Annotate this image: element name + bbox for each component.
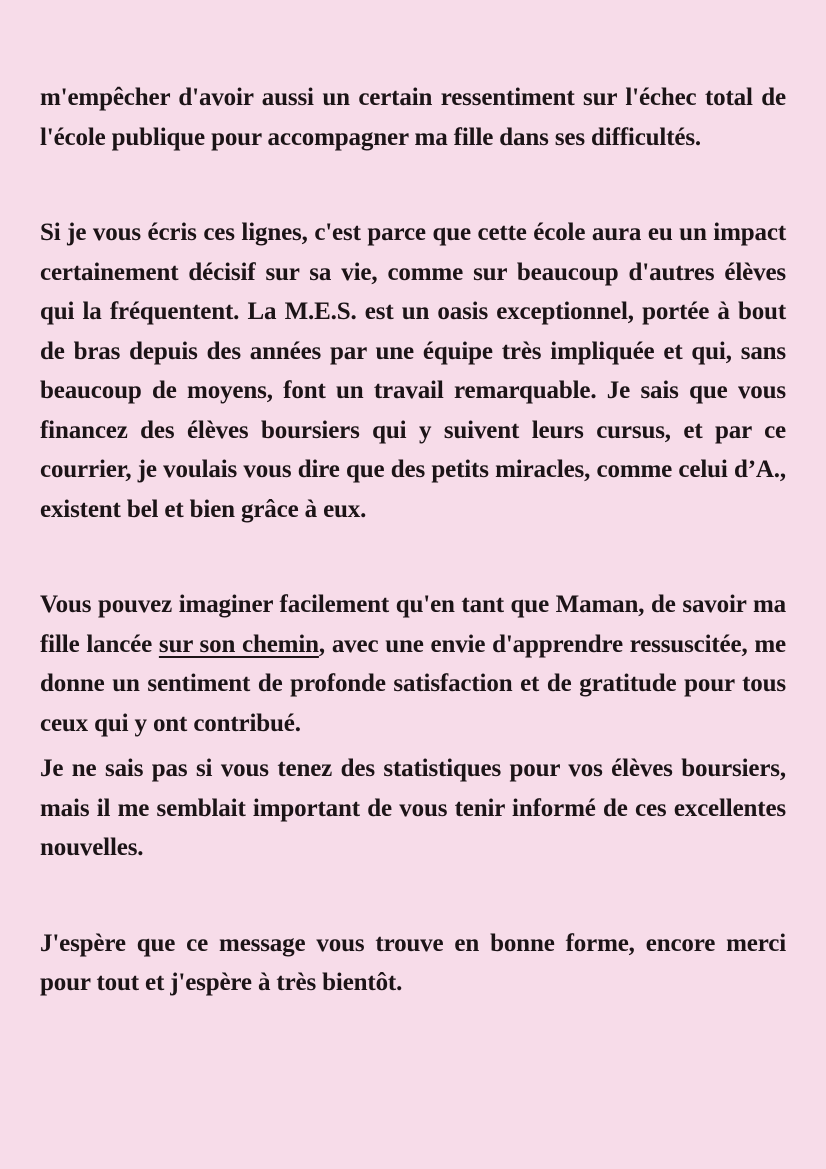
paragraph-maman-start: Vous pouvez imaginer facilement qu'en tant que Maman, de savoir ma fille lancée bbox=[40, 591, 786, 658]
underlined-phrase: sur son chemin bbox=[158, 630, 319, 658]
paragraph-spacer bbox=[40, 157, 786, 213]
paragraph-impact-ecole: Si je vous écris ces lignes, c'est parce que cette école aura eu un impact certainement décisif sur sa vie, comme sur beaucoup d'autres élèves qui la fréquentent. La M.E.S. est un oasis exceptionnel, portée à bout de bras depuis des années par une équipe très impliquée et qui, sans beaucoup de moyens, font un travail remarquable. Je sais que vous financez des élèves boursiers qui y suivent leurs cursus, et par ce courrier, je voulais vous dire que des petits miracles, comme celui d’A., existent bel et bien grâce à eux. bbox=[40, 219, 786, 523]
paragraph-spacer bbox=[40, 868, 786, 924]
paragraph-closing: J'espère que ce message vous trouve en bonne forme, encore merci pour tout et j'espère à très bientôt. bbox=[40, 929, 786, 996]
paragraph-spacer bbox=[40, 529, 786, 585]
paragraph-maman-end: , avec une envie d'apprendre ressuscitée, me donne un sentiment de profonde satisfaction et de gratitude pour tous ceux qui y ont contribué. bbox=[40, 630, 786, 737]
paragraph-ressentiment: m'empêcher d'avoir aussi un certain ressentiment sur l'échec total de l'école publique pour accompagner ma fille dans ses difficultés. bbox=[40, 84, 786, 151]
paragraph-maman bbox=[40, 585, 786, 743]
paragraph-statistiques: Je ne sais pas si vous tenez des statistiques pour vos élèves boursiers, mais il me semblait important de vous tenir informé de ces excellentes nouvelles. bbox=[40, 755, 786, 861]
